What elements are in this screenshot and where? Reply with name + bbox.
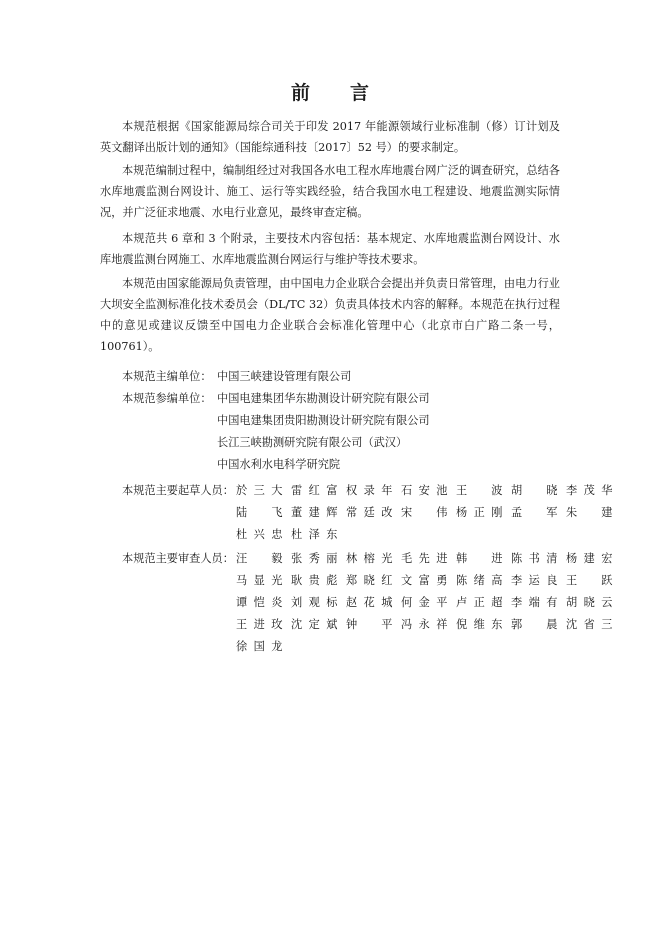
person-name: 倪维东	[456, 618, 503, 631]
person-name: 赵花城	[346, 596, 393, 609]
drafters-label: 本规范主要起草人员：	[122, 484, 234, 497]
person-name: 沈定斌	[291, 618, 338, 631]
person-name: 耿贵彪	[291, 574, 338, 587]
person-name: 张秀丽	[291, 552, 338, 565]
chief-editor-org: 中国三峡建设管理有限公司	[217, 370, 352, 383]
drafters-row	[236, 480, 613, 501]
paragraph-management: 本规范由国家能源局负责管理，由中国电力企业联合会提出并负责日常管理，由电力行业大坝安全监测标准化技术委员会（DL/TC 32）负责具体技术内容的解释。本规范在执行过程中的意见或建议反馈至中国电力企业联合会标准化管理中心（北京市白广路二条一号，100761）。	[100, 277, 560, 353]
co-editor-org: 长江三峡勘测研究院有限公司（武汉）	[217, 436, 408, 449]
co-editor-label: 本规范参编单位：	[122, 392, 212, 405]
person-name: 孟 军	[511, 506, 558, 519]
person-name: 陈书清	[511, 552, 558, 565]
person-name: 郭 晨	[511, 618, 558, 631]
person-name: 文富勇	[401, 574, 448, 587]
person-name: 徐国龙	[236, 640, 283, 653]
person-name: 朱 建	[566, 506, 613, 519]
title-char-2: 言	[350, 82, 372, 104]
person-name: 冯永祥	[401, 618, 448, 631]
reviewers-row	[236, 614, 613, 635]
person-name: 於三大	[236, 484, 283, 497]
person-name: 谭恺炎	[236, 596, 283, 609]
drafters-row	[236, 502, 613, 523]
person-name: 沈省三	[566, 618, 613, 631]
person-name: 韩 进	[456, 552, 503, 565]
person-name: 杨正刚	[456, 506, 503, 519]
person-name: 李端有	[511, 596, 558, 609]
person-name: 郑晓红	[346, 574, 393, 587]
person-name: 汪 毅	[236, 552, 283, 565]
paragraph-contents: 本规范共 6 章和 3 个附录，主要技术内容包括：基本规定、水库地震监测台网设计、水库地震监测台网施工、水库地震监测台网运行与维护等技术要求。	[100, 232, 560, 266]
person-name: 王 波	[456, 484, 503, 497]
paragraph-process: 本规范编制过程中，编制组经过对我国各水电工程水库地震台网广泛的调查研究，总结各水库地震监测台网设计、施工、运行等实践经验，结合我国水电工程建设、地震监测实际情况，并广泛征求地震、水电行业意见，最终审查定稿。	[100, 164, 560, 219]
chief-editor-label: 本规范主编单位：	[122, 370, 212, 383]
person-name: 石安池	[401, 484, 448, 497]
person-name: 林榕光	[346, 552, 393, 565]
person-name: 董建辉	[291, 506, 338, 519]
person-name: 常廷改	[346, 506, 393, 519]
person-name: 卢正超	[456, 596, 503, 609]
person-name: 王进玫	[236, 618, 283, 631]
person-name: 陆 飞	[236, 506, 283, 519]
person-name: 王 跃	[566, 574, 613, 587]
person-name: 马显光	[236, 574, 283, 587]
co-editor-org: 中国电建集团华东勘测设计研究院有限公司	[217, 392, 430, 405]
person-name: 陈绪高	[456, 574, 503, 587]
reviewers-row	[236, 636, 566, 657]
person-name: 胡 晓	[511, 484, 558, 497]
person-name: 胡晓云	[566, 596, 613, 609]
paragraph-basis: 本规范根据《国家能源局综合司关于印发 2017 年能源领域行业标准制（修）订计划及英文翻译出版计划的通知》（国能综通科技〔2017〕52 号）的要求制定。	[100, 120, 560, 154]
person-name: 雷红富	[291, 484, 338, 497]
person-name: 权录年	[346, 484, 393, 497]
person-name: 何金平	[401, 596, 448, 609]
person-name: 杜泽东	[291, 528, 338, 541]
person-name: 李茂华	[566, 484, 613, 497]
person-name: 宋 伟	[401, 506, 448, 519]
person-name: 毛先进	[401, 552, 448, 565]
person-name: 钟 平	[346, 618, 393, 631]
page-title	[0, 78, 662, 105]
reviewers-row	[236, 570, 613, 591]
co-editor-org: 中国水利水电科学研究院	[217, 458, 341, 471]
reviewers-row	[236, 592, 613, 613]
title-char-1: 前	[290, 82, 312, 104]
drafters-row	[236, 524, 566, 545]
person-name: 杨建宏	[566, 552, 613, 565]
person-name: 杜兴忠	[236, 528, 283, 541]
person-name: 李运良	[511, 574, 558, 587]
co-editor-org: 中国电建集团贵阳勘测设计研究院有限公司	[217, 414, 430, 427]
reviewers-label: 本规范主要审查人员：	[122, 552, 234, 565]
reviewers-row	[236, 548, 613, 569]
person-name: 刘观标	[291, 596, 338, 609]
